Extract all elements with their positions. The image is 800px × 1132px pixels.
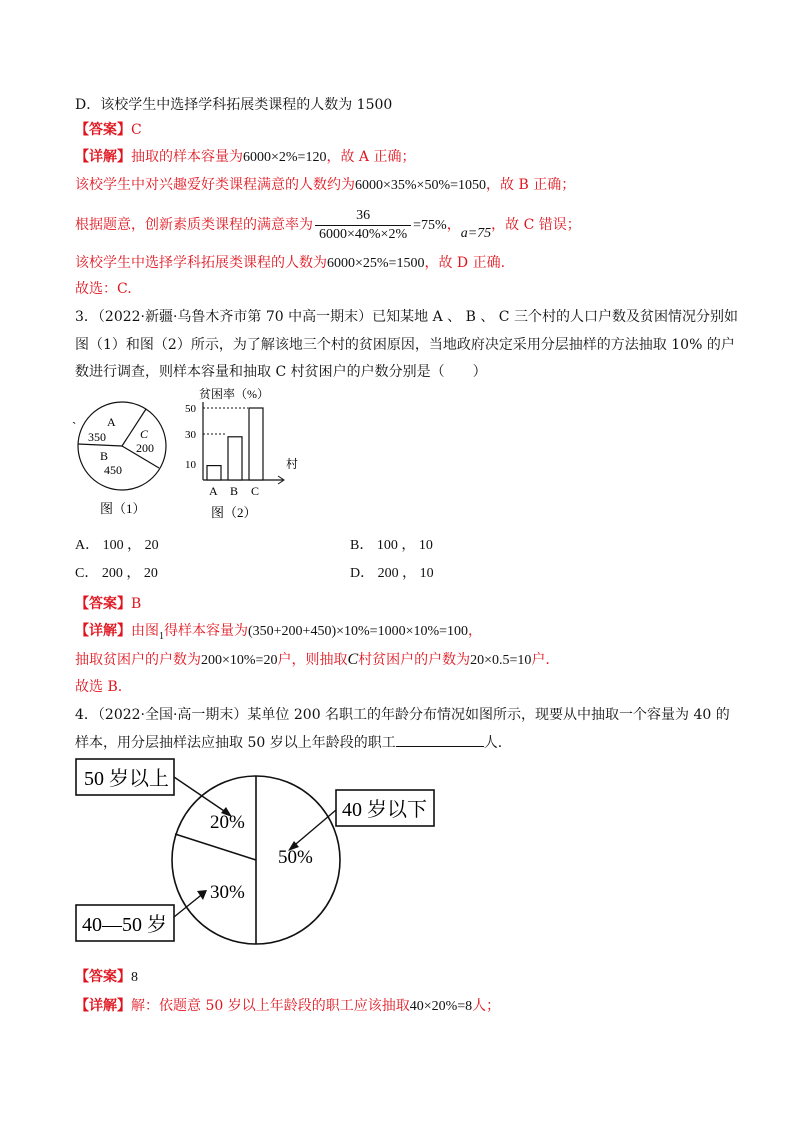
q3-option-b: B． 100 ， 10 xyxy=(350,538,433,553)
q4-stem-line-2: 样本，用分层抽样法应抽取 50 岁以上年龄段的职工 人. xyxy=(75,732,502,753)
answer-label: 【答案】 xyxy=(75,969,131,985)
answer-blank xyxy=(396,732,484,747)
fraction: $\frac{36}{6000\times 40\%\times 2\%}$ xyxy=(315,207,411,244)
q2-detail-line-2: 该校学生中对兴趣爱好类课程满意的人数约为6000×35%×50%=1050，故 B 正确； xyxy=(75,177,576,193)
figure-1-caption: 图（1） xyxy=(100,501,146,516)
math-expression: 40×20%=8 xyxy=(409,999,473,1014)
detail-label: 【详解】 xyxy=(75,998,131,1014)
q3-detail-line-2: 抽取贫困户的户数为200×10%=20户，则抽取C村贫困户的户数为20×0.5=10户. xyxy=(75,651,550,668)
label-over-50: 50 岁以上 xyxy=(84,768,169,790)
answer-value: B xyxy=(131,596,142,612)
q3-answer xyxy=(75,594,141,614)
q4-answer xyxy=(75,967,138,988)
bar-a xyxy=(207,466,221,480)
answer-label: 【答案】 xyxy=(75,122,131,138)
math-expression: 6000×35%×50%=1050 xyxy=(355,178,487,193)
bar-b xyxy=(228,437,242,480)
figure-1-pie xyxy=(70,392,180,527)
bars xyxy=(207,408,263,480)
y-tick-50: 50 xyxy=(185,403,196,415)
q3-detail-line-1: 【详解】由图$_1$得样本容量为(350+200+450)×10%=1000×10%=100， xyxy=(75,623,483,642)
arrow-under-40 xyxy=(290,810,336,849)
q3-stem-line-3: 数进行调查，则样本容量和抽取 C 村贫困户的户数分别是（ ） xyxy=(75,364,487,380)
detail-label: 【详解】 xyxy=(75,623,131,639)
math-expression: 6000×2%=120 xyxy=(243,150,327,165)
answer-value: C xyxy=(131,122,142,138)
option-d-previous: D．该校学生中选择学科拓展类课程的人数为 1500 xyxy=(75,97,393,113)
bar-category-label: B xyxy=(230,484,239,498)
q4-detail-line-1: 【详解】解：依题意 50 岁以上年龄段的职工应该抽取40×20%=8人； xyxy=(75,998,501,1014)
q3-conclusion: 故选 B. xyxy=(75,679,123,695)
q3-stem-line-2: 图（1）和图（2）所示，为了解该地三个村的贫困原因，当地政府决定采用分层抽样的方法抽取 10% 的户 xyxy=(75,337,735,353)
label-under-40: 40 岁以下 xyxy=(342,799,427,821)
bar-category-labels xyxy=(209,484,259,498)
pie-label-b: B xyxy=(100,449,109,463)
q2-answer xyxy=(75,120,142,140)
answer-label: 【答案】 xyxy=(75,596,131,612)
bar-x-axis-label: 村 xyxy=(286,457,299,471)
math-expression: (350+200+450)×10%=1000×10%=100 xyxy=(248,624,469,639)
q2-conclusion: 故选：C. xyxy=(75,281,132,297)
figure-2-bar-chart xyxy=(185,384,315,527)
value-label-20: 20% xyxy=(210,812,245,833)
q3-stem-line-1: 3．（2022·新疆·乌鲁木齐市第 70 中高一期末）已知某地 A 、 B 、 C 三个村的人口户数及贫困情况分别如 xyxy=(75,309,738,325)
pie-value-b: 450 xyxy=(104,463,122,477)
q3-option-d: D． 200 ， 10 xyxy=(350,566,434,581)
bar-y-axis-label: 贫困率（%） xyxy=(199,387,269,401)
pie-divider xyxy=(78,444,122,446)
pie-label-a: A xyxy=(107,415,116,429)
arrowhead xyxy=(197,890,207,900)
q2-detail-line-4: 该校学生中选择学科拓展类课程的人数为6000×25%=1500，故 D 正确. xyxy=(75,255,506,271)
answer-value: 8 xyxy=(131,970,138,985)
math-expression: 6000×25%=1500 xyxy=(327,256,425,271)
q4-age-pie-chart xyxy=(70,755,450,955)
value-label-30: 30% xyxy=(210,882,245,903)
q4-stem-line-1: 4．（2022·全国·高一期末）某单位 200 名职工的年龄分布情况如图所示，现要从中抽取一个容量为 40 的 xyxy=(75,707,730,723)
q3-option-a: A． 100 ， 20 xyxy=(75,538,159,553)
q3-option-c: C． 200 ， 20 xyxy=(75,566,158,581)
y-tick-30: 30 xyxy=(185,429,196,441)
pie-value-c: 200 xyxy=(136,441,154,455)
bar-category-label: A xyxy=(209,484,218,498)
pie-divider xyxy=(175,834,256,860)
q2-detail-line-3: 根据题意，创新素质类课程的满意率为 $\frac{36}{6000\times 40\%\times 2\%}$ =75%，a=75，故 C 错误； xyxy=(75,207,581,242)
q2-detail-line-1: 【详解】抽取的样本容量为6000×2%=120，故 A 正确； xyxy=(75,149,416,165)
y-tick-10: 10 xyxy=(185,459,196,471)
value-label-50: 50% xyxy=(278,847,313,868)
pie-value-a: 350 xyxy=(88,430,106,444)
detail-label: 【详解】 xyxy=(75,149,131,165)
pie-label-c: C xyxy=(140,427,149,441)
svg-text:`: ` xyxy=(72,419,77,434)
label-40-50: 40—50 岁 xyxy=(82,914,167,936)
bar-category-label: C xyxy=(251,484,260,498)
bar-c xyxy=(249,408,263,480)
figure-2-caption: 图（2） xyxy=(211,505,257,520)
